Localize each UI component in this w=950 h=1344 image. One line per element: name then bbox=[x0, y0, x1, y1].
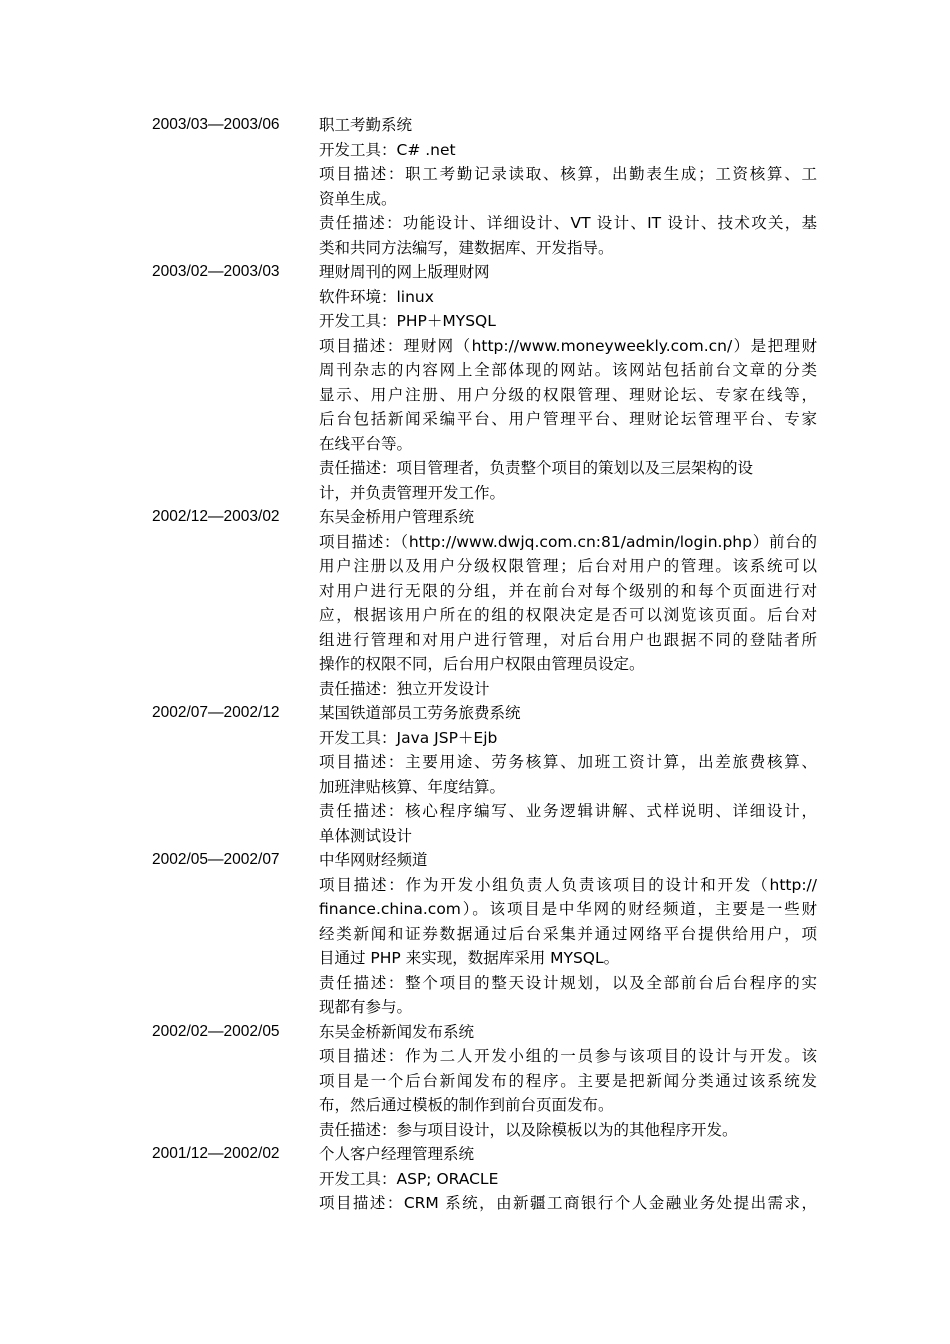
project-title: 东吴金桥用户管理系统 bbox=[319, 508, 475, 526]
project-detail-line: 开发工具：ASP; ORACLE bbox=[319, 1169, 499, 1188]
project-detail-line: 责任描述：功能设计、详细设计、VT 设计、IT 设计、技术攻关，基 bbox=[319, 214, 817, 232]
project-detail-line: 项目是一个后台新闻发布的程序。主要是把新闻分类通过该系统发 bbox=[319, 1071, 817, 1090]
project-date-range: 2003/02—2003/03 bbox=[152, 263, 280, 280]
project-date-range: 2002/12—2003/02 bbox=[152, 508, 280, 525]
project-detail-line: 责任描述：整个项目的整天设计规划，以及全部前台后台程序的实 bbox=[319, 973, 817, 992]
project-detail-line: 单体测试设计 bbox=[319, 826, 413, 845]
project-date-range: 2002/02—2002/05 bbox=[152, 1022, 280, 1040]
project-date-range: 2001/12—2002/02 bbox=[152, 1145, 280, 1162]
project-title: 中华网财经频道 bbox=[319, 851, 428, 869]
project-details bbox=[319, 848, 817, 1020]
project-detail-line: 项目描述：主要用途、劳务核算、加班工资计算，出差旅费核算、 bbox=[319, 753, 817, 771]
project-date-range: 2003/03—2003/06 bbox=[152, 116, 280, 133]
project-detail-line: 后台包括新闻采编平台、用户管理平台、理财论坛管理平台、专家 bbox=[319, 410, 817, 428]
project-detail-line: 开发工具：PHP＋MYSQL bbox=[319, 312, 496, 330]
project-detail-line: 开发工具：C# .net bbox=[319, 140, 456, 159]
project-detail-line: 加班津贴核算、年度结算。 bbox=[319, 777, 506, 796]
project-details bbox=[319, 113, 817, 260]
project-title: 理财周刊的网上版理财网 bbox=[319, 263, 490, 281]
project-date-range: 2002/05—2002/07 bbox=[152, 851, 280, 868]
project-detail-line: 项目描述：作为二人开发小组的一员参与该项目的设计与开发。该 bbox=[319, 1047, 817, 1065]
project-detail-line: 显示、用户注册、用户分级的权限管理、理财论坛、专家在线等， bbox=[319, 385, 817, 404]
project-detail-line: 类和共同方法编写，建数据库、开发指导。 bbox=[319, 238, 614, 257]
project-detail-line: 项目描述：作为开发小组负责人负责该项目的设计和开发（http:// bbox=[319, 875, 817, 894]
project-detail-line: 项目描述：CRM 系统，由新疆工商银行个人金融业务处提出需求， bbox=[319, 1194, 817, 1212]
project-title: 东吴金桥新闻发布系统 bbox=[319, 1022, 475, 1041]
project-title: 某国铁道部员工劳务旅费系统 bbox=[319, 704, 521, 722]
project-detail-line: 目通过 PHP 来实现，数据库采用 MYSQL。 bbox=[319, 949, 620, 967]
project-detail-line: 现都有参与。 bbox=[319, 998, 413, 1016]
project-detail-line: 布，然后通过模板的制作到前台页面发布。 bbox=[319, 1096, 614, 1114]
project-details bbox=[319, 701, 817, 848]
project-date-range: 2002/07—2002/12 bbox=[152, 704, 280, 721]
project-detail-line: 责任描述：项目管理者，负责整个项目的策划以及三层架构的设 bbox=[319, 459, 754, 477]
project-detail-line: 项目描述：职工考勤记录读取、核算，出勤表生成；工资核算、工 bbox=[319, 165, 817, 183]
project-detail-line: 操作的权限不同，后台用户权限由管理员设定。 bbox=[319, 655, 645, 673]
project-detail-line: 责任描述：独立开发设计 bbox=[319, 679, 490, 698]
project-detail-line: 项目描述：理财网（http://www.moneyweekly.com.cn/）是把理财 bbox=[319, 336, 817, 355]
project-detail-line: 责任描述：核心程序编写、业务逻辑讲解、式样说明、详细设计， bbox=[319, 802, 817, 820]
project-detail-line: 资单生成。 bbox=[319, 189, 397, 208]
project-details bbox=[319, 505, 817, 701]
project-detail-line: 用户注册以及用户分级权限管理；后台对用户的管理。该系统可以 bbox=[319, 557, 817, 575]
project-detail-line: 经类新闻和证券数据通过后台采集并通过网络平台提供给用户，项 bbox=[319, 924, 817, 943]
project-detail-line: 责任描述：参与项目设计，以及除模板以为的其他程序开发。 bbox=[319, 1120, 738, 1139]
project-title: 职工考勤系统 bbox=[319, 116, 413, 134]
project-detail-line: 软件环境：linux bbox=[319, 287, 434, 306]
project-detail-line: finance.china.com）。该项目是中华网的财经频道，主要是一些财 bbox=[319, 900, 817, 918]
project-details bbox=[319, 1142, 817, 1216]
project-detail-line: 在线平台等。 bbox=[319, 434, 413, 453]
project-detail-line: 计，并负责管理开发工作。 bbox=[319, 483, 506, 502]
project-details bbox=[319, 260, 817, 505]
project-title: 个人客户经理管理系统 bbox=[319, 1145, 475, 1163]
project-detail-line: 项目描述：（http://www.dwjq.com.cn:81/admin/login.php）前台的 bbox=[319, 532, 817, 551]
project-detail-line: 组进行管理和对用户进行管理，对后台用户也跟据不同的登陆者所 bbox=[319, 630, 817, 649]
project-detail-line: 周刊杂志的内容网上全部体现的网站。该网站包括前台文章的分类 bbox=[319, 361, 817, 379]
project-detail-line: 应，根据该用户所在的组的权限决定是否可以浏览该页面。后台对 bbox=[319, 606, 817, 624]
project-detail-line: 开发工具：Java JSP＋Ejb bbox=[319, 728, 498, 747]
project-detail-line: 对用户进行无限的分组，并在前台对每个级别的和每个页面进行对 bbox=[319, 581, 817, 600]
project-details bbox=[319, 1020, 817, 1143]
